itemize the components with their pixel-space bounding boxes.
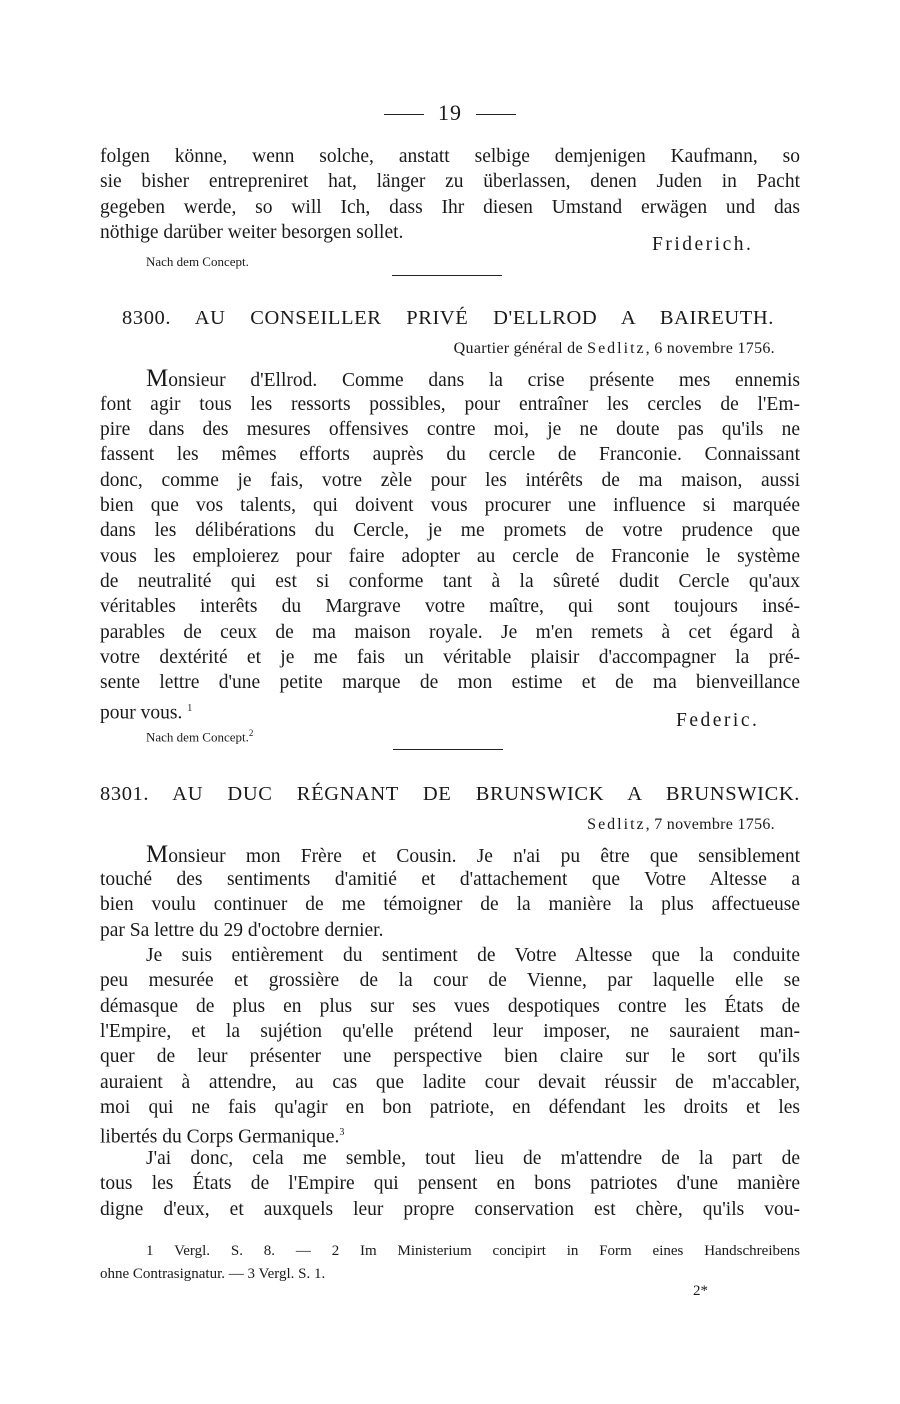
- dateline-place: Sedlitz: [587, 340, 646, 357]
- letter-8301-line: bien voulu continuer de me témoigner de la manière la plus affectueuse: [100, 894, 800, 915]
- line-text: onsieur mon Frère et Cousin. Je n'ai pu être que sensiblement: [168, 846, 800, 867]
- page-number-dash-right: [476, 114, 516, 115]
- line-text: onsieur d'Ellrod. Comme dans la crise présente mes ennemis: [168, 370, 800, 391]
- footnote-line: ohne Contrasignatur. — 3 Vergl. S. 1.: [100, 1266, 326, 1282]
- signature-friderich: Friderich.: [652, 234, 754, 255]
- letter-8301-line: Je suis entièrement du sentiment de Votre Altesse que la conduite: [146, 945, 800, 966]
- letter-dateline-8300: [454, 340, 775, 358]
- section-divider: [393, 749, 503, 750]
- page-number-text: 19: [438, 100, 462, 125]
- letter-8301-line: quer de leur présenter une perspective bien claire sur le sort qu'ils: [100, 1046, 800, 1067]
- dateline-date: , 6 novembre 1756.: [645, 340, 775, 357]
- letter-8300-line: votre dextérité et je me fais un véritable plaisir d'accompagner la pré-: [100, 647, 800, 668]
- letter-8301-line: tous les États de l'Empire qui pensent en bons patriotes d'une manière: [100, 1173, 800, 1194]
- letter-8301-line: [146, 842, 800, 869]
- letter-heading-8301: 8301. AU DUC RÉGNANT DE BRUNSWICK A BRUNSWICK.: [100, 783, 800, 805]
- letter-8301-line: peu mesurée et grossière de la cour de Vienne, par laquelle elle se: [100, 970, 800, 991]
- footnote-ref: 2: [248, 728, 254, 738]
- footnote-ref: 3: [339, 1127, 345, 1138]
- letter-8300-line: font agir tous les ressorts possibles, pour entraîner les cercles de l'Em-: [100, 394, 800, 415]
- letter-8301-line: par Sa lettre du 29 d'octobre dernier.: [100, 920, 384, 941]
- signature-mark: 2*: [693, 1283, 708, 1299]
- letter-8300-line: dans les délibérations du Cercle, je me promets de votre prudence que: [100, 520, 800, 541]
- letter-8300-line: véritables interêts du Margrave votre maître, qui sont toujours insé-: [100, 596, 800, 617]
- letter-dateline-8301: [587, 816, 775, 834]
- intro-line: nöthige darüber weiter besorgen sollet.: [100, 222, 404, 243]
- letter-8300-line: sente lettre d'une petite marque de mon estime et de ma bienveillance: [100, 672, 800, 693]
- letter-8300-line: pire dans des mesures offensives contre moi, je ne doute pas qu'ils ne: [100, 419, 800, 440]
- dateline-prefix: Quartier général de: [453, 340, 583, 357]
- page-number-dash-left: [384, 114, 424, 115]
- line-text: pour vous.: [100, 702, 183, 724]
- source-note-text: Nach dem Concept.: [146, 729, 249, 745]
- source-note: [146, 728, 253, 745]
- letter-8300-line: donc, comme je fais, votre zèle pour les intérêts de ma maison, aussi: [100, 470, 800, 491]
- letter-8300-line: parables de ceux de ma maison royale. Je m'en remets à cet égard à: [100, 622, 800, 643]
- source-note: Nach dem Concept.: [146, 254, 249, 269]
- intro-line: gegeben werde, so will Ich, dass Ihr diesen Umstand erwägen und das: [100, 197, 800, 218]
- letter-8301-line: digne d'eux, et auxquels leur propre conservation est chère, qu'ils vou-: [100, 1199, 800, 1220]
- initial-letter: M: [146, 365, 169, 392]
- letter-8301-line: J'ai donc, cela me semble, tout lieu de m'attendre de la part de: [146, 1148, 800, 1169]
- dateline-place: Sedlitz: [587, 816, 646, 833]
- dateline-date: , 7 novembre 1756.: [645, 816, 775, 833]
- footnote-ref: 1: [187, 703, 193, 714]
- section-divider: [392, 275, 502, 276]
- intro-line: folgen könne, wenn solche, anstatt selbige demjenigen Kaufmann, so: [100, 146, 800, 167]
- letter-8301-line: moi qui ne fais qu'agir en bon patriote, en défendant les droits et les: [100, 1097, 800, 1118]
- initial-letter: M: [146, 841, 169, 868]
- letter-8300-line: fassent les mêmes efforts auprès du cercle de Franconie. Connaissant: [100, 444, 800, 465]
- footnote-line: 1 Vergl. S. 8. — 2 Im Ministerium concipirt in Form eines Handschreibens: [146, 1243, 800, 1259]
- letter-heading-8300: 8300. AU CONSEILLER PRIVÉ D'ELLROD A BAIREUTH.: [122, 307, 774, 329]
- letter-8301-line: l'Empire, et la sujétion qu'elle prétend leur imposer, ne sauraient man-: [100, 1021, 800, 1042]
- letter-8300-line: [146, 366, 800, 393]
- letter-8300-line: de neutralité qui est si conforme tant à la sûreté dudit Cercle qu'aux: [100, 571, 800, 592]
- signature-federic: Federic.: [676, 710, 760, 731]
- letter-8301-line: démasque de plus en plus sur ses vues despotiques contre les États de: [100, 996, 800, 1017]
- letter-8300-line: vous les emploierez pour faire adopter au cercle de Franconie le système: [100, 546, 800, 567]
- letter-8300-line: bien que vos talents, qui doivent vous procurer une influence si marquée: [100, 495, 800, 516]
- letter-8301-line: touché des sentiments d'amitié et d'attachement que Votre Altesse a: [100, 869, 800, 890]
- letter-8301-line: auraient à attendre, au cas que ladite cour devait réussir de m'accabler,: [100, 1072, 800, 1093]
- page-number: [0, 100, 900, 126]
- intro-line: sie bisher entrepreniret hat, länger zu überlassen, denen Juden in Pacht: [100, 171, 800, 192]
- line-text: libertés du Corps Germanique.: [100, 1126, 340, 1148]
